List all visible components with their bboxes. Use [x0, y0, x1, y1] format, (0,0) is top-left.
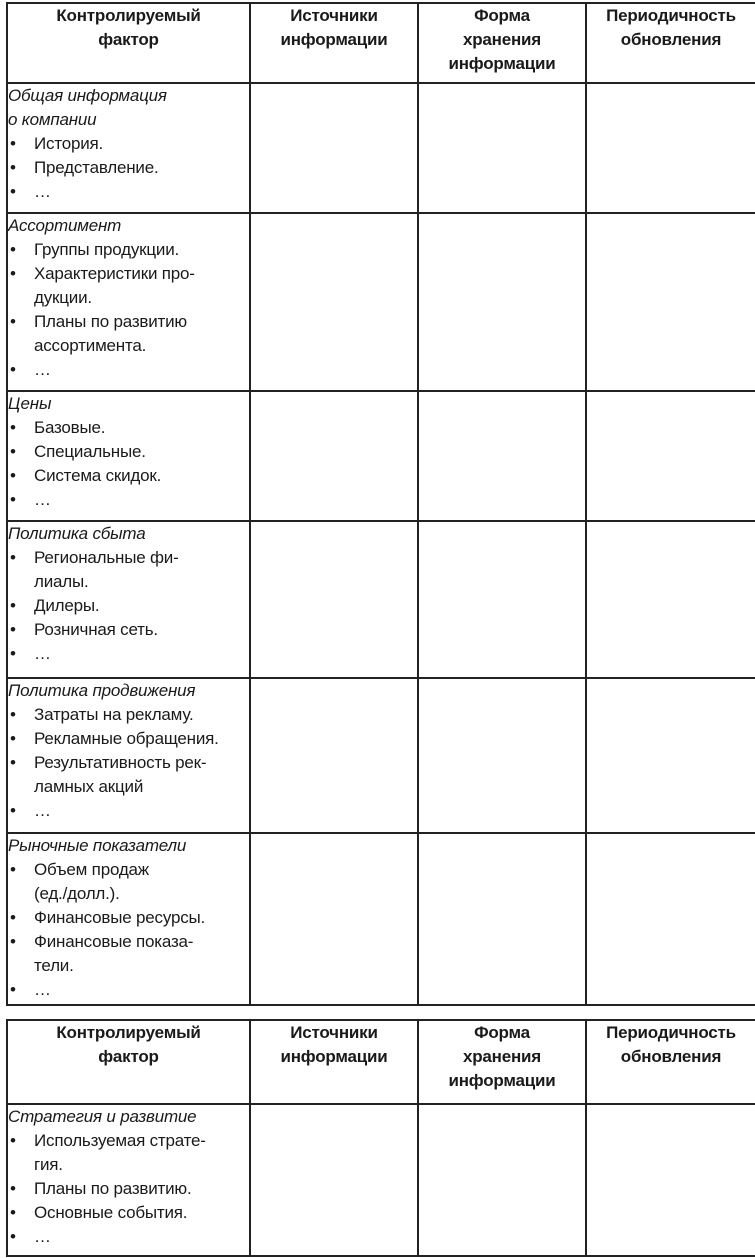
factor-item [8, 751, 249, 799]
factor-item-text [34, 978, 249, 1002]
storage-cell[interactable] [418, 83, 586, 213]
factor-cell [7, 83, 250, 213]
bullet-icon: • [10, 1227, 16, 1246]
item-line: Финансовые ресурсы. [34, 908, 206, 927]
factor-item-text [34, 156, 249, 180]
item-line: Основные события. [34, 1203, 188, 1222]
item-line: … [34, 980, 51, 999]
item-line: … [34, 801, 51, 820]
factor-item-text [34, 262, 249, 310]
factor-item-text [34, 1177, 249, 1201]
sources-cell[interactable] [250, 213, 418, 391]
header-line: фактор [98, 30, 159, 49]
table-row [7, 83, 755, 213]
factor-category [8, 84, 249, 132]
factor-item-text [34, 416, 249, 440]
header-line: хранения [462, 30, 542, 49]
factor-cell [7, 833, 250, 1005]
header-line: Контролируемый [56, 1023, 201, 1042]
category-line: Стратегия и развитие [8, 1107, 197, 1126]
factor-item [8, 488, 249, 512]
factor-category [8, 522, 249, 546]
item-line: лиалы. [34, 572, 89, 591]
category-line: Политика продвижения [8, 681, 196, 700]
factor-item-list [8, 416, 249, 512]
factor-item-text [34, 703, 249, 727]
storage-cell[interactable] [418, 391, 586, 521]
item-line: Группы продукции. [34, 240, 180, 259]
factor-category [8, 834, 249, 858]
factor-item-text [34, 727, 249, 751]
table-body [7, 83, 755, 1005]
factor-item [8, 978, 249, 1002]
item-line: … [34, 490, 51, 509]
header-sources [250, 1020, 418, 1104]
item-line: тели. [34, 956, 74, 975]
item-line: Представление. [34, 158, 159, 177]
bullet-icon: • [10, 240, 16, 259]
period-cell[interactable] [586, 521, 755, 678]
bullet-icon: • [10, 980, 16, 999]
factor-item-text [34, 594, 249, 618]
factor-cell [7, 678, 250, 833]
category-line: Рыночные показатели [8, 836, 187, 855]
header-storage [418, 1020, 586, 1104]
factor-item [8, 727, 249, 751]
factor-item-text [34, 464, 249, 488]
item-line: … [34, 644, 51, 663]
factor-item [8, 132, 249, 156]
item-line: Рекламные обращения. [34, 729, 219, 748]
table-row [7, 521, 755, 678]
factor-cell [7, 1104, 250, 1256]
item-line: Объем продаж [34, 860, 149, 879]
factor-item-list [8, 1129, 249, 1249]
item-line: Финансовые показа- [34, 932, 194, 951]
storage-cell[interactable] [418, 213, 586, 391]
header-factor [7, 3, 250, 83]
bullet-icon: • [10, 860, 16, 879]
bullet-icon: • [10, 548, 16, 567]
factor-item [8, 930, 249, 978]
item-line: Специальные. [34, 442, 146, 461]
factor-item-text [34, 642, 249, 666]
item-line: … [34, 1227, 51, 1246]
category-line: о компании [8, 110, 97, 129]
sources-cell[interactable] [250, 521, 418, 678]
factor-item-list [8, 546, 249, 666]
table-row [7, 1104, 755, 1256]
table-row [7, 391, 755, 521]
factor-item [8, 594, 249, 618]
item-line: … [34, 360, 51, 379]
bullet-icon: • [10, 442, 16, 461]
factor-cell [7, 391, 250, 521]
factor-item-text [34, 310, 249, 358]
factor-item [8, 440, 249, 464]
bullet-icon: • [10, 596, 16, 615]
sources-cell[interactable] [250, 678, 418, 833]
table-body [7, 1104, 755, 1256]
factor-item [8, 1129, 249, 1177]
factor-item-list [8, 238, 249, 382]
factor-item [8, 618, 249, 642]
header-line: обновления [620, 30, 722, 49]
item-line: Базовые. [34, 418, 106, 437]
bullet-icon: • [10, 360, 16, 379]
bullet-icon: • [10, 1179, 16, 1198]
storage-cell[interactable] [418, 833, 586, 1005]
factor-item-text [34, 751, 249, 799]
bullet-icon: • [10, 418, 16, 437]
factor-item [8, 546, 249, 594]
factor-item-text [34, 238, 249, 262]
factor-item-text [34, 1225, 249, 1249]
header-sources [250, 3, 418, 83]
bullet-icon: • [10, 466, 16, 485]
item-line: Результативность рек- [34, 753, 207, 772]
period-cell[interactable] [586, 83, 755, 213]
bullet-icon: • [10, 1131, 16, 1150]
factor-item [8, 799, 249, 823]
item-line: Региональные фи- [34, 548, 179, 567]
header-line: Периодичность [606, 6, 736, 25]
header-line: Источники [290, 6, 378, 25]
period-cell[interactable] [586, 213, 755, 391]
bullet-icon: • [10, 644, 16, 663]
header-line: информации [448, 54, 556, 73]
factor-item [8, 180, 249, 204]
factor-cell [7, 213, 250, 391]
factor-item [8, 703, 249, 727]
item-line: История. [34, 134, 104, 153]
factor-item-text [34, 1129, 249, 1177]
factor-item-text [34, 799, 249, 823]
bullet-icon: • [10, 908, 16, 927]
header-line: Форма [474, 1023, 530, 1042]
bullet-icon: • [10, 264, 16, 283]
item-line: гия. [34, 1155, 63, 1174]
factor-item-text [34, 858, 249, 906]
header-storage [418, 3, 586, 83]
factor-item [8, 238, 249, 262]
period-cell[interactable] [586, 833, 755, 1005]
factor-item [8, 906, 249, 930]
header-line: Периодичность [606, 1023, 736, 1042]
item-line: Планы по развитию. [34, 1179, 192, 1198]
header-line: Источники [290, 1023, 378, 1042]
factor-item [8, 1225, 249, 1249]
factor-item [8, 310, 249, 358]
table-header [7, 3, 755, 83]
period-cell[interactable] [586, 678, 755, 833]
control-factors-table [6, 2, 755, 1006]
factor-item-list [8, 132, 249, 204]
category-line: Ассортимент [8, 216, 122, 235]
factor-item [8, 156, 249, 180]
header-factor [7, 1020, 250, 1104]
factor-item-text [34, 358, 249, 382]
factor-category [8, 679, 249, 703]
factor-item-text [34, 488, 249, 512]
bullet-icon: • [10, 753, 16, 772]
factor-item [8, 1177, 249, 1201]
item-line: (ед./долл.). [34, 884, 120, 903]
item-line: Характеристики про- [34, 264, 195, 283]
factor-item-text [34, 440, 249, 464]
header-line: хранения [462, 1047, 542, 1066]
header-period [586, 3, 755, 83]
factor-item-text [34, 546, 249, 594]
storage-cell[interactable] [418, 678, 586, 833]
factor-item-text [34, 1201, 249, 1225]
header-line: информации [448, 1071, 556, 1090]
item-line: Планы по развитию [34, 312, 187, 331]
factor-category [8, 392, 249, 416]
header-period [586, 1020, 755, 1104]
bullet-icon: • [10, 620, 16, 639]
item-line: дукции. [34, 288, 92, 307]
factor-item [8, 416, 249, 440]
table-row [7, 213, 755, 391]
bullet-icon: • [10, 182, 16, 201]
item-line: Используемая страте- [34, 1131, 206, 1150]
factor-category [8, 1105, 249, 1129]
header-line: Контролируемый [56, 6, 201, 25]
factor-item-text [34, 180, 249, 204]
category-line: Политика сбыта [8, 524, 146, 543]
bullet-icon: • [10, 801, 16, 820]
header-line: обновления [620, 1047, 722, 1066]
factor-item-list [8, 703, 249, 823]
bullet-icon: • [10, 312, 16, 331]
factor-item [8, 858, 249, 906]
bullet-icon: • [10, 932, 16, 951]
item-line: ассортимента. [34, 336, 147, 355]
bullet-icon: • [10, 158, 16, 177]
table-header [7, 1020, 755, 1104]
factor-item-text [34, 930, 249, 978]
table-row [7, 678, 755, 833]
control-factors-table-continued [6, 1019, 755, 1257]
header-line: фактор [98, 1047, 159, 1066]
factor-item [8, 642, 249, 666]
sources-cell[interactable] [250, 83, 418, 213]
item-line: Дилеры. [34, 596, 100, 615]
factor-item [8, 358, 249, 382]
factor-category [8, 214, 249, 238]
factor-cell [7, 521, 250, 678]
header-line: информации [280, 30, 388, 49]
item-line: Система скидок. [34, 466, 162, 485]
sources-cell[interactable] [250, 391, 418, 521]
storage-cell[interactable] [418, 1104, 586, 1256]
factor-item [8, 1201, 249, 1225]
factor-item-list [8, 858, 249, 1002]
factor-item-text [34, 618, 249, 642]
bullet-icon: • [10, 490, 16, 509]
table-row [7, 833, 755, 1005]
bullet-icon: • [10, 1203, 16, 1222]
bullet-icon: • [10, 134, 16, 153]
factor-item [8, 464, 249, 488]
bullet-icon: • [10, 705, 16, 724]
factor-item [8, 262, 249, 310]
item-line: … [34, 182, 51, 201]
header-line: Форма [474, 6, 530, 25]
period-cell[interactable] [586, 1104, 755, 1256]
sources-cell[interactable] [250, 1104, 418, 1256]
item-line: Затраты на рекламу. [34, 705, 194, 724]
category-line: Цены [8, 394, 52, 413]
category-line: Общая информация [8, 86, 167, 105]
bullet-icon: • [10, 729, 16, 748]
factor-item-text [34, 132, 249, 156]
factor-item-text [34, 906, 249, 930]
header-line: информации [280, 1047, 388, 1066]
period-cell[interactable] [586, 391, 755, 521]
sources-cell[interactable] [250, 833, 418, 1005]
storage-cell[interactable] [418, 521, 586, 678]
item-line: ламных акций [34, 777, 144, 796]
item-line: Розничная сеть. [34, 620, 158, 639]
